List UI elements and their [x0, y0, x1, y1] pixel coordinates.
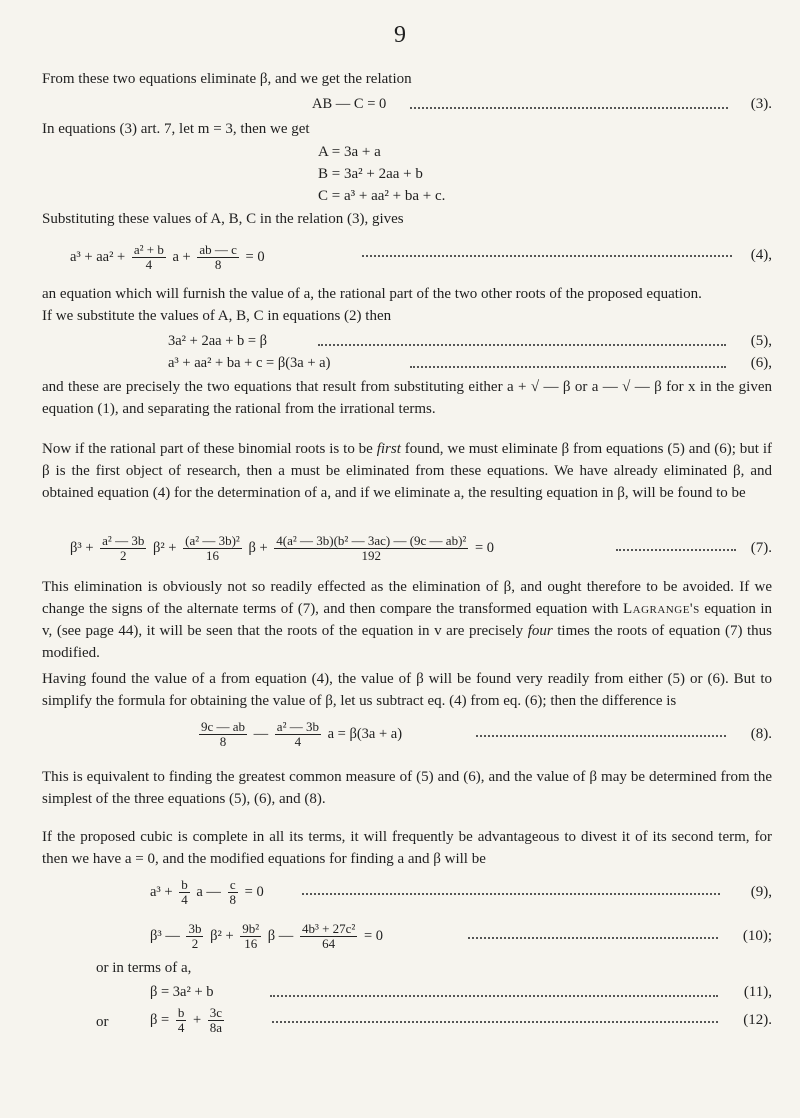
leader-dots — [616, 536, 736, 551]
eq4-frac1-den: 4 — [145, 257, 153, 272]
eq8-frac1-num: 9c — ab — [201, 719, 246, 734]
eq8-frac1-den: 8 — [219, 734, 227, 749]
eq7-frac2-den: 16 — [205, 548, 219, 563]
eq4-frac1-num: a² + b — [133, 242, 164, 257]
eq8-mid: — — [253, 725, 269, 742]
eq9-frac2-den: 8 — [229, 892, 237, 907]
paragraph-7-part-b: found, we must eliminate β from equations (5) and (6); but if β is the first object of research, then a must be eliminated from these equations. We have already eliminated β, and obtained equation (4) for the determination of a, and if we eliminate a, the resulting equation in β, will be found to be — [42, 441, 772, 501]
eq4-frac2-den: 8 — [214, 257, 222, 272]
page-number: 9 — [394, 22, 406, 48]
equation-11-tag: (11), — [743, 984, 772, 1000]
eq12-frac1-num: b — [177, 1005, 185, 1020]
equation-12-tag: (12). — [743, 1012, 772, 1028]
eq7-mid2: β + — [248, 539, 268, 556]
eq9-lead: a³ + — [150, 883, 173, 900]
eq4-frac2-num: ab — c — [199, 242, 237, 257]
equation-5 — [168, 331, 772, 351]
eq7-frac1-num: a² — 3b — [102, 533, 145, 548]
paragraph-8-part-a: This elimination is obviously not so readily effected as the elimination of β, and ought therefore to be avoided. If we change the signs of the alternate terms of (7), and then compare the transformed equation with — [42, 579, 772, 617]
equation-10 — [150, 920, 772, 952]
paragraph-2: In equations (3) art. 7, let m = 3, then we get — [42, 121, 310, 137]
equation-3 — [312, 94, 772, 114]
eq10-lead: β³ — — [150, 927, 180, 944]
leader-dots — [410, 94, 728, 109]
eq7-mid1: β² + — [152, 539, 177, 556]
paragraph-8 — [42, 576, 772, 664]
eq7-frac3-num: 4(a² — 3b)(b² — 3ac) — (9c — ab)² — [276, 533, 467, 548]
eq4-lead: a³ + aa² + — [70, 248, 126, 265]
equation-5-tag: (5), — [750, 333, 772, 349]
eq8-frac2-den: 4 — [294, 734, 302, 749]
leader-dots — [270, 982, 718, 997]
paragraph-3: Substituting these values of A, B, C in the relation (3), gives — [42, 211, 404, 227]
eq4-mid: a + — [172, 248, 191, 265]
paragraph-7-emphasis: first — [376, 441, 401, 457]
eq12-frac2-num: 3c — [209, 1005, 223, 1020]
eq9-frac1-den: 4 — [181, 892, 188, 907]
equation-4-tag: (4), — [750, 247, 772, 263]
eq12-frac1-den: 4 — [177, 1020, 185, 1035]
paragraph-8-part-b: equation in v, (see page 44), it will be seen that the roots of the equation in v are precisely — [42, 601, 772, 639]
equation-7-tag: (7). — [750, 540, 772, 556]
eq7-lead: β³ + — [70, 539, 94, 556]
eq10-frac2-num: 9b² — [242, 921, 260, 936]
def-a: A = 3a + a — [318, 144, 381, 160]
equation-3-body: AB — C = 0 — [312, 96, 387, 112]
equation-11-body: β = 3a² + b — [150, 984, 214, 1000]
eq12-frac2-den: 8a — [209, 1020, 223, 1035]
eq7-frac3-den: 192 — [361, 548, 382, 563]
eq10-mid1: β² + — [210, 927, 234, 944]
leader-dots — [302, 880, 720, 895]
def-c: C = a³ + aa² + ba + c. — [318, 188, 446, 204]
paragraph-7-part-a: Now if the rational part of these binomial roots is to be — [42, 441, 377, 457]
eq10-rhs: = 0 — [363, 927, 384, 944]
leader-dots — [318, 331, 726, 346]
eq10-frac3-den: 64 — [322, 936, 336, 951]
equation-9-tag: (9), — [750, 884, 772, 900]
leader-dots — [362, 242, 732, 257]
leader-dots — [476, 722, 726, 737]
eq10-frac1-num: 3b — [188, 921, 202, 936]
equation-12 — [150, 1004, 772, 1036]
leader-dots — [272, 1008, 718, 1023]
equation-8-tag: (8). — [750, 726, 772, 742]
eq7-rhs: = 0 — [474, 539, 494, 556]
eq7-frac1-den: 2 — [119, 548, 127, 563]
equation-10-tag: (10); — [742, 928, 772, 944]
paragraph-11: If the proposed cubic is complete in all its terms, it will frequently be advantageous to divest it of its second term, for then we have a = 0, and the modified equations for finding a and β will be — [42, 829, 772, 867]
equation-3-tag: (3). — [750, 96, 772, 112]
leader-dots — [410, 353, 726, 368]
eq7-frac2-num: (a² — 3b)² — [185, 533, 240, 548]
equation-6-body: a³ + aa² + ba + c = β(3a + a) — [168, 355, 331, 371]
equation-7 — [70, 532, 772, 564]
equation-9 — [150, 876, 772, 908]
eq10-frac1-den: 2 — [191, 936, 199, 951]
eq9-frac2-num: c — [228, 878, 239, 893]
eq10-frac3-num: 4b³ + 27c² — [301, 921, 356, 936]
paragraph-6: and these are precisely the two equations that result from substituting either a + √ — β or a — √ — β for x in the given equation (1), and separating the rational from the irrational terms. — [42, 379, 772, 417]
eq12-mid: + — [192, 1011, 202, 1028]
equation-11 — [150, 982, 772, 1002]
paragraph-8-part-c: times the roots of equation (7) thus modified. — [42, 623, 773, 661]
eq9-rhs: = 0 — [244, 883, 264, 900]
paragraph-7 — [42, 438, 772, 504]
paragraph-5: If we substitute the values of A, B, C in equations (2) then — [42, 308, 392, 324]
def-b: B = 3a² + 2aa + b — [318, 166, 423, 182]
paragraph-10: This is equivalent to finding the greatest common measure of (5) and (6), and the value of β may be determined from the simplest of the three equations (5), (6), and (8). — [42, 769, 772, 807]
eq4-rhs: = 0 — [245, 248, 265, 265]
eq9-mid: a — — [196, 883, 221, 900]
equation-6 — [168, 353, 772, 373]
leader-dots — [468, 924, 718, 939]
equation-4 — [70, 240, 772, 270]
eq10-frac2-den: 16 — [244, 936, 258, 951]
paragraph-8-emphasis: four — [527, 623, 553, 639]
eq8-rhs: a = β(3a + a) — [327, 725, 403, 742]
eq9-frac1-num: b — [181, 877, 188, 892]
equation-8 — [196, 718, 772, 750]
or-label: or — [96, 1014, 109, 1030]
eq8-frac2-num: a² — 3b — [276, 719, 319, 734]
paragraph-8-name: Lagrange's — [622, 601, 700, 617]
or-in-terms-label: or in terms of a, — [96, 960, 192, 976]
eq10-mid2: β — — [267, 927, 294, 944]
eq12-lead: β = — [150, 1011, 170, 1028]
equation-6-tag: (6), — [750, 355, 772, 371]
paragraph-4: an equation which will furnish the value of a, the rational part of the two other roots of the proposed equation. — [42, 286, 702, 302]
equation-5-body: 3a² + 2aa + b = β — [168, 333, 268, 349]
paragraph-1: From these two equations eliminate β, and we get the relation — [42, 71, 412, 87]
paragraph-9: Having found the value of a from equation (4), the value of β will be found very readily from either (5) or (6). But to simplify the formula for obtaining the value of β, let us subtract eq. (4) from eq. (6); then the difference is — [42, 671, 772, 709]
